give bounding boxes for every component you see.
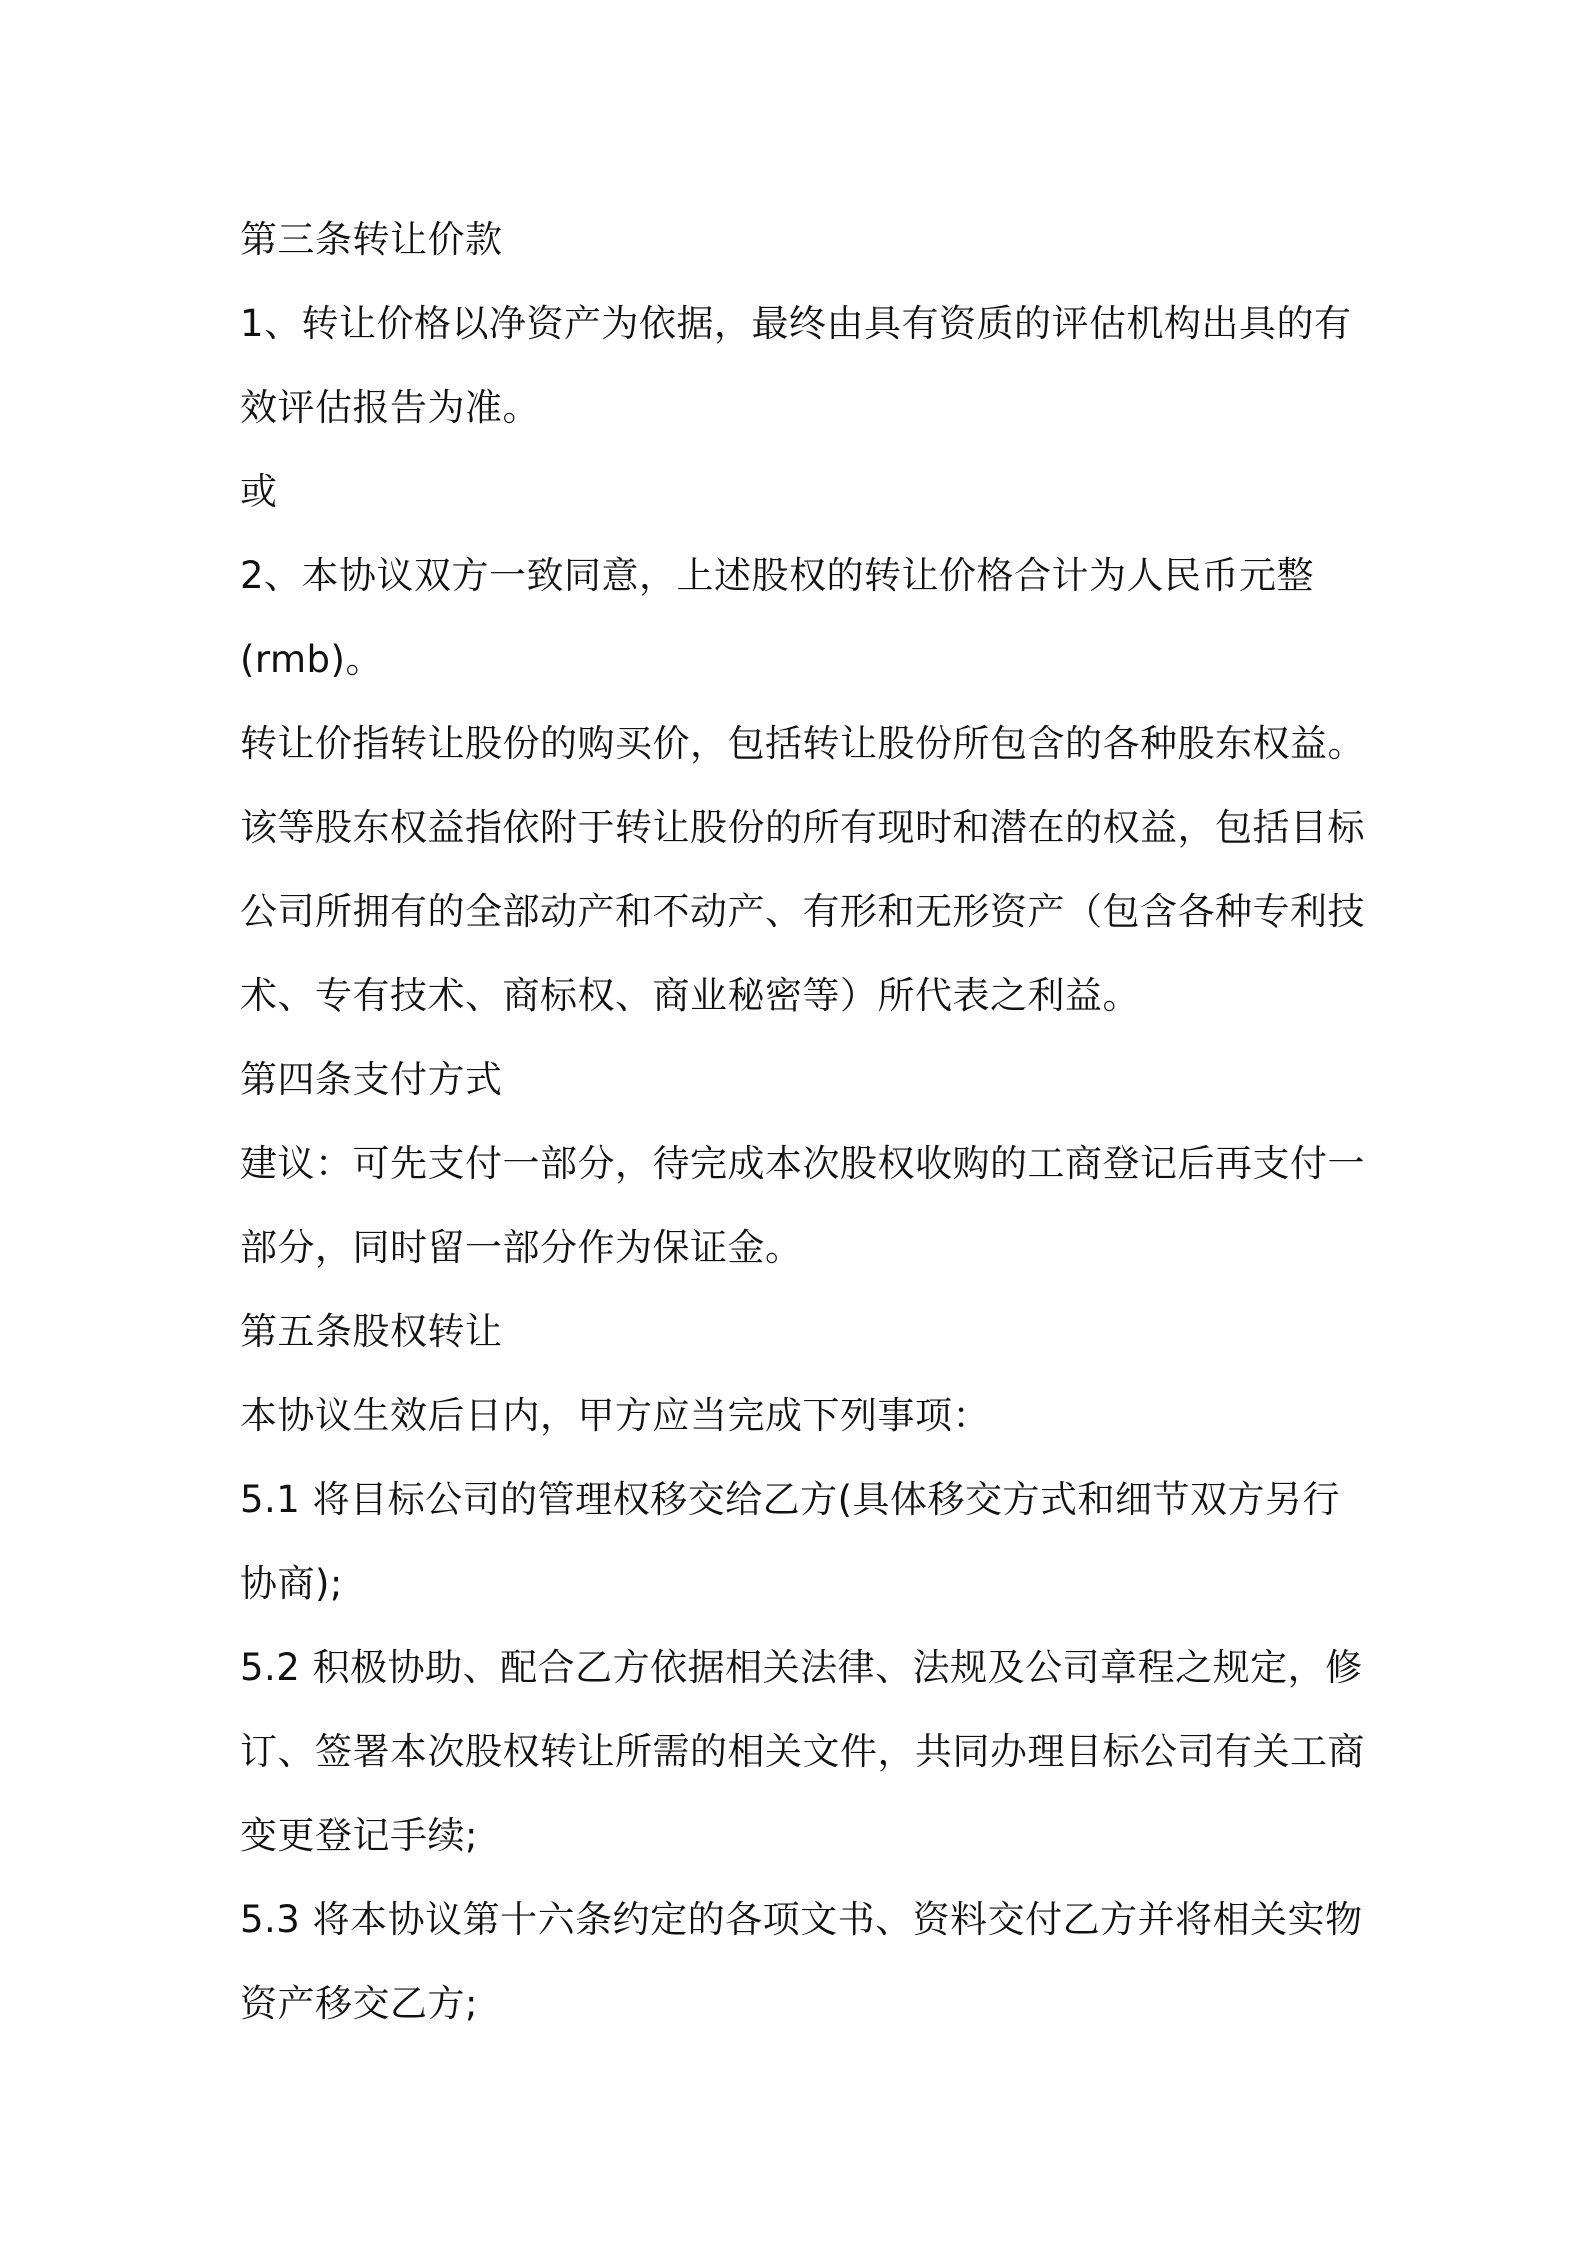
paragraph-line: (rmb)。 — [240, 638, 383, 681]
paragraph-line: 公司所拥有的全部动产和不动产、有形和无形资产（包含各种专利技 — [240, 890, 1365, 933]
section-heading-article-3: 第三条转让价款 — [240, 218, 503, 261]
paragraph-line: 1、转让价格以净资产为依据，最终由具有资质的评估机构出具的有 — [240, 302, 1352, 345]
paragraph-line: 转让价指转让股份的购买价，包括转让股份所包含的各种股东权益。 — [240, 722, 1365, 765]
section-heading-article-4: 第四条支付方式 — [240, 1058, 503, 1101]
paragraph-line: 变更登记手续; — [240, 1814, 478, 1857]
paragraph-line: 本协议生效后日内，甲方应当完成下列事项： — [240, 1394, 990, 1437]
paragraph-line: 该等股东权益指依附于转让股份的所有现时和潜在的权益，包括目标 — [240, 806, 1365, 849]
list-item-5-2: 5.2 积极协助、配合乙方依据相关法律、法规及公司章程之规定，修 — [240, 1646, 1363, 1689]
paragraph-line: 部分，同时留一部分作为保证金。 — [240, 1226, 803, 1269]
paragraph-line: 建议：可先支付一部分，待完成本次股权收购的工商登记后再支付一 — [240, 1142, 1365, 1185]
list-item-5-3: 5.3 将本协议第十六条约定的各项文书、资料交付乙方并将相关实物 — [240, 1898, 1363, 1941]
section-heading-article-5: 第五条股权转让 — [240, 1310, 503, 1353]
paragraph-line: 或 — [240, 470, 278, 513]
document-body — [240, 198, 1365, 2046]
paragraph-line: 效评估报告为准。 — [240, 386, 540, 429]
paragraph-line: 协商); — [240, 1562, 343, 1605]
paragraph-line: 订、签署本次股权转让所需的相关文件，共同办理目标公司有关工商 — [240, 1730, 1365, 1773]
list-item-5-1: 5.1 将目标公司的管理权移交给乙方(具体移交方式和细节双方另行 — [240, 1478, 1341, 1521]
paragraph-line: 2、本协议双方一致同意，上述股权的转让价格合计为人民币元整 — [240, 554, 1315, 597]
paragraph-line: 术、专有技术、商标权、商业秘密等）所代表之利益。 — [240, 974, 1140, 1017]
paragraph-line: 资产移交乙方; — [240, 1982, 478, 2025]
